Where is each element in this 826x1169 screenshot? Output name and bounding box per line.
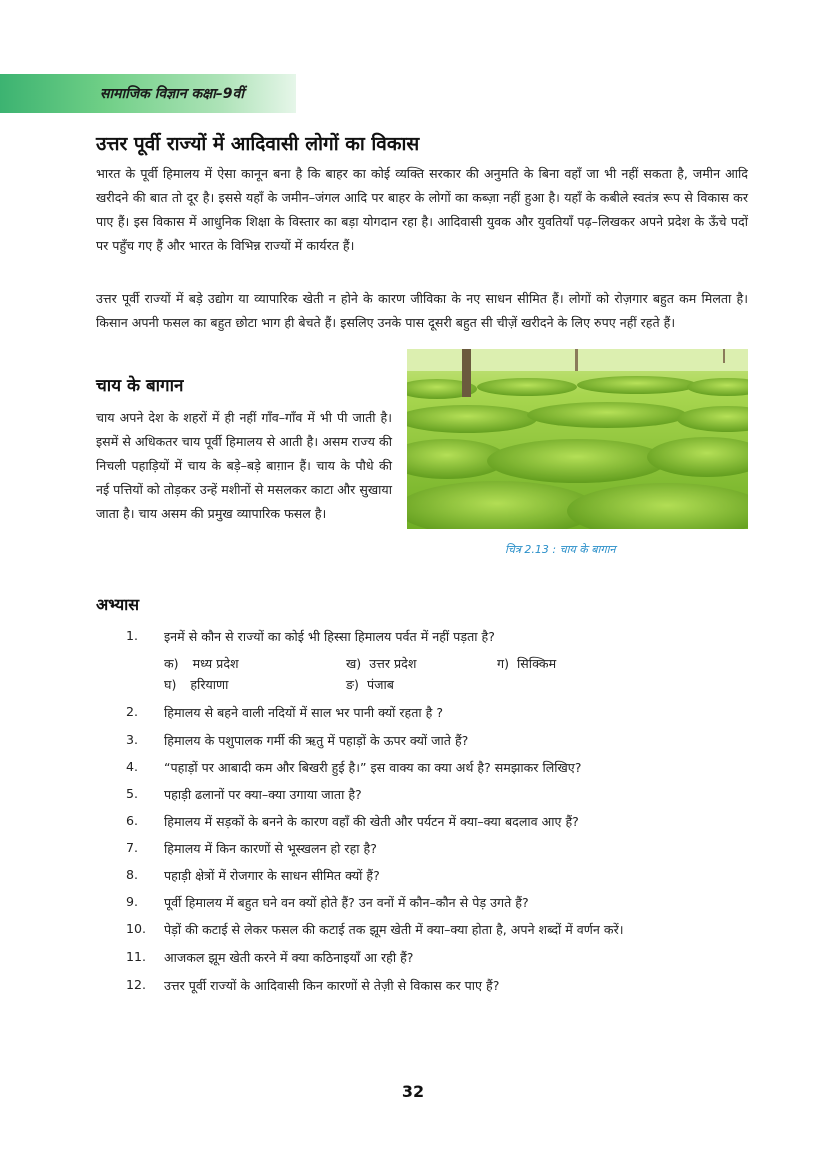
tea-garden-photo: [407, 349, 748, 529]
tea-garden-illustration: [407, 349, 748, 529]
tea-paragraph: चाय अपने देश के शहरों में ही नहीं गाँव–गाँव में भी पी जाती है। इसमें से अधिकतर चाय पूर्वी हिमालय से आती है। असम राज्य की निचली पहाड़ियों में चाय के बड़े–बड़े बाग़ान हैं। चाय के पौधे की नई पत्तियों को तोड़कर उन्हें मशीनों से मसलकर काटा और सुखाया जाता है। चाय असम की प्रमुख व्यापारिक फसल है।: [96, 410, 392, 521]
option-ka: [164, 655, 239, 672]
question-number: 11.: [126, 949, 147, 964]
exercise-title: अभ्यास: [96, 595, 140, 614]
figure-caption: चित्र 2.13 : चाय के बागान: [505, 543, 616, 556]
option-gha: [164, 676, 228, 693]
question-number: 9.: [126, 894, 139, 909]
intro-paragraph: भारत के पूर्वी हिमालय में ऐसा कानून बना है कि बाहर का कोई व्यक्ति सरकार की अनुमति के बिना वहाँ जा भी नहीं सकता है, जमीन आदि खरीदने की बात तो दूर है। इससे यहाँ के जमीन–जंगल आदि पर बाहर के लोगों का कब्ज़ा नहीं हुआ है। यहाँ के कबीले स्वतंत्र रूप से विकास कर पाए हैं। इस विकास में आधुनिक शिक्षा के विस्तार का बड़ा योगदान रहा है। आदिवासी युवक और युवतियाँ पढ़–लिखकर अपने प्रदेश के ऊँचे पदों पर पहुँच गए हैं और भारत के विभिन्न राज्यों में कार्यरत हैं।: [96, 166, 748, 253]
question-text: पेड़ों की कटाई से लेकर फसल की कटाई तक झूम खेती में क्या–क्या होता है, अपने शब्दों में वर्णन करें।: [164, 922, 624, 937]
question-text: उत्तर पूर्वी राज्यों के आदिवासी किन कारणों से तेज़ी से विकास कर पाए हैं?: [164, 978, 500, 993]
option-label: ग): [497, 656, 510, 671]
question-text: हिमालय में किन कारणों से भूस्खलन हो रहा है?: [164, 841, 377, 856]
book-title: सामाजिक विज्ञान कक्षा–9वीं: [100, 86, 244, 102]
option-text: सिक्किम: [517, 656, 557, 671]
question-number: 7.: [126, 840, 139, 855]
option-ga: [497, 655, 556, 672]
question-text: हिमालय से बहने वाली नदियों में साल भर पानी क्यों रहता है ?: [164, 705, 444, 720]
question-number: 3.: [126, 732, 139, 747]
tea-section-title: चाय के बागान: [96, 376, 184, 396]
livelihood-paragraph: उत्तर पूर्वी राज्यों में बड़े उद्योग या व्यापारिक खेती न होने के कारण जीविका के नए साधन सीमित हैं। लोगों को रोज़गार बहुत कम मिलता है। किसान अपनी फसल का बहुत छोटा भाग ही बेचते हैं। इसलिए उनके पास दूसरी बहुत सी चीज़ें खरीदने के लिए रुपए नहीं रहते हैं।: [96, 291, 748, 330]
page-number: 32: [401, 1082, 425, 1101]
option-kha: [346, 655, 416, 672]
question-text: हिमालय के पशुपालक गर्मी की ऋतु में पहाड़ों के ऊपर क्यों जाते हैं?: [164, 733, 469, 748]
section-title: उत्तर पूर्वी राज्यों में आदिवासी लोगों का विकास: [96, 133, 420, 155]
question-text: हिमालय में सड़कों के बनने के कारण वहाँ की खेती और पर्यटन में क्या–क्या बदलाव आए हैं?: [164, 814, 579, 829]
option-label: क): [164, 656, 179, 671]
option-text: उत्तर प्रदेश: [369, 656, 417, 671]
question-number: 4.: [126, 759, 139, 774]
question-number: 10.: [126, 921, 147, 936]
question-number: 5.: [126, 786, 139, 801]
question-text: “पहाड़ों पर आबादी कम और बिखरी हुई है।” इस वाक्य का क्या अर्थ है? समझाकर लिखिए?: [164, 760, 582, 775]
question-number: 8.: [126, 867, 139, 882]
question-number: 6.: [126, 813, 139, 828]
question-number: 1.: [126, 628, 139, 643]
option-text: मध्य प्रदेश: [192, 656, 239, 671]
question-number: 12.: [126, 977, 147, 992]
question-text: पहाड़ी क्षेत्रों में रोजगार के साधन सीमित क्यों हैं?: [164, 868, 380, 883]
option-label: ङ): [346, 677, 359, 692]
option-text: हरियाणा: [190, 677, 229, 692]
option-label: घ): [164, 677, 177, 692]
question-number: 2.: [126, 704, 139, 719]
option-nga: [346, 676, 394, 693]
question-text: आजकल झूम खेती करने में क्या कठिनाइयाँ आ रही हैं?: [164, 950, 414, 965]
question-text: पहाड़ी ढलानों पर क्या–क्या उगाया जाता है?: [164, 787, 362, 802]
question-text: इनमें से कौन से राज्यों का कोई भी हिस्सा हिमालय पर्वत में नहीं पड़ता है?: [164, 629, 495, 644]
option-text: पंजाब: [366, 677, 394, 692]
option-label: ख): [346, 656, 362, 671]
question-text: पूर्वी हिमालय में बहुत घने वन क्यों होते हैं? उन वनों में कौन–कौन से पेड़ उगते हैं?: [164, 895, 529, 910]
